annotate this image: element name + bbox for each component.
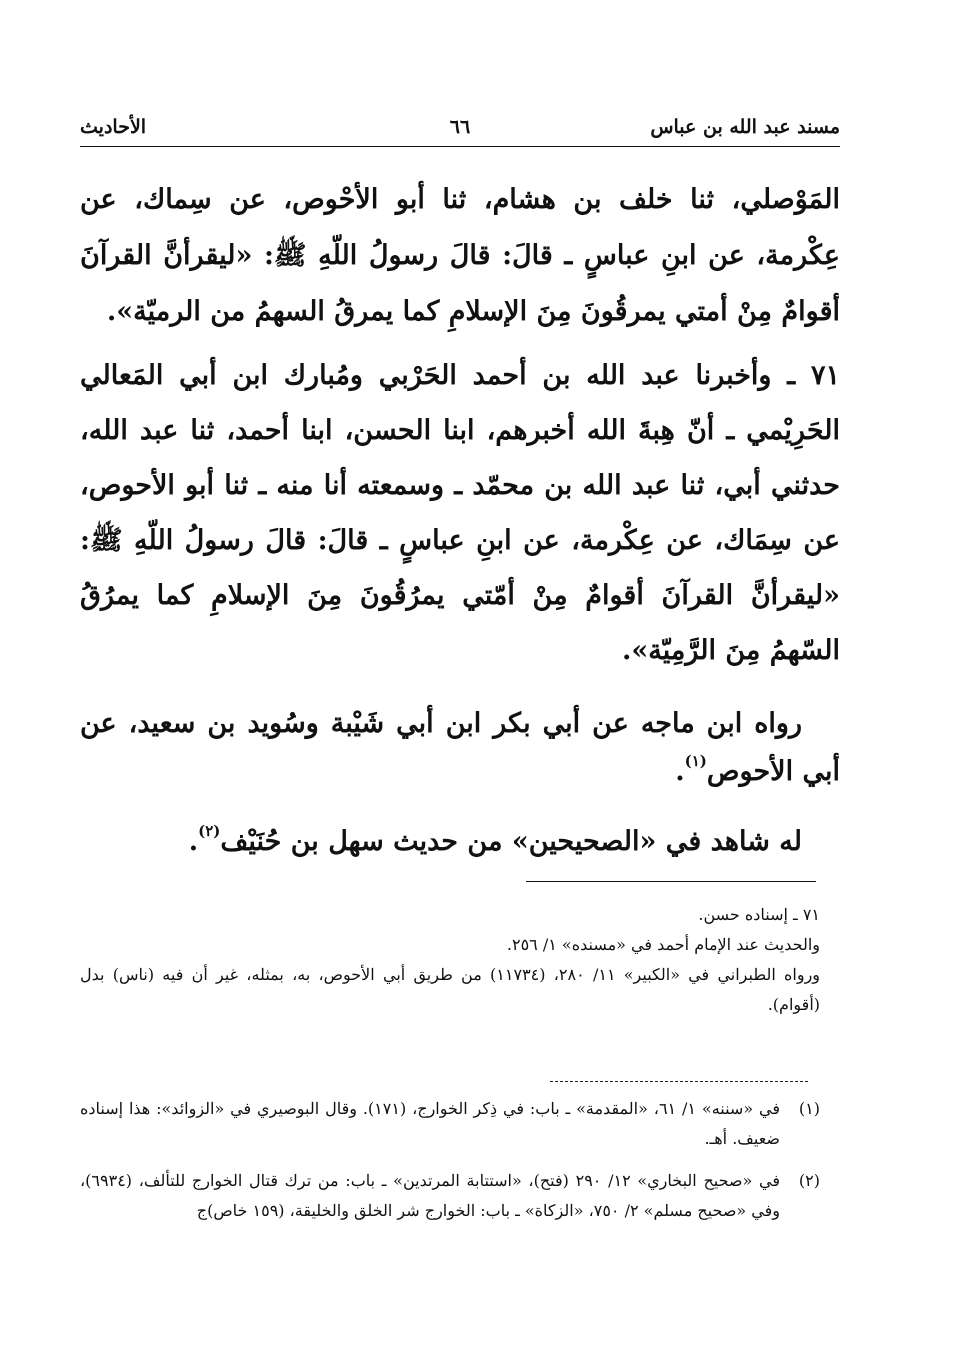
page-number: ٦٦ — [449, 116, 471, 138]
footnote-2-text: في «صحيح البخاري» ١٢/ ٢٩٠ (فتح)، «استتابة المرتدين» ـ باب: من ترك قتال الخوارج للتألف، (٦٩٣٤)، وفي «صحيح مسلم» ٢/ ٧٥٠، «الزكاة» ـ باب: الخوارج شر الخلق والخليقة، (١٥٩ خاص)ج — [80, 1171, 780, 1220]
footnote-2 — [80, 1166, 820, 1226]
witness-text: له شاهد في «الصحيحين» من حديث سهل بن حُنَيْف — [220, 826, 802, 857]
footnote-ref-1: (١) — [684, 752, 707, 770]
main-text — [80, 172, 840, 866]
takhrij-end: . — [675, 756, 685, 787]
hadith-notes — [80, 900, 820, 1020]
witness-paragraph — [80, 818, 840, 866]
footnote-1-number: (١) — [798, 1099, 820, 1118]
header-rule — [80, 146, 840, 147]
note-line-2: والحديث عند الإمام أحمد في «مسنده» ١/ ٢٥٦. — [506, 935, 820, 954]
takhrij-text: رواه ابن ماجه عن أبي بكر ابن أبي شَيْبة وسُويد بن سعيد، عن أبي الأحوص — [80, 708, 840, 787]
hadith-paragraph-1: المَوْصلي، ثنا خلف بن هشام، ثنا أبو الأحْوص، عن سِماك، عن عِكْرمة، عن ابنِ عباسٍ ـ قالَ: قالَ رسولُ اللّهِ ﷺ: «ليقرأنَّ القرآنَ أقوامٌ مِنْ أمتي يمرقُونَ مِنَ الإسلامِ كما يمرقُ السهمُ من الرميّة». — [80, 184, 840, 327]
hadith-paragraph-71: ٧١ ـ وأخبرنا عبد الله بن أحمد الحَرْبي ومُبارك ابن أبي المَعالي الحَرِيْمي ـ أنّ هِبةَ الله أخبرهم، ابنا الحسن، ابنا أحمد، ثنا عبد الله، حدثني أبي، ثنا عبد الله بن محمّد ـ وسمعته أنا منه ـ ثنا أبو الأحوص، عن سِمَاك، عن عِكْرمة، عن ابنِ عباسٍ ـ قالَ: قالَ رسولُ اللّهِ ﷺ: «ليقرأنَّ القرآنَ أقوامٌ مِنْ أمّتي يمرُقُونَ مِنَ الإسلامِ كما يمرُقُ السّهمُ مِنَ الرَّمِيّة». — [80, 360, 840, 666]
takhrij-paragraph — [80, 700, 840, 796]
footnote-ref-2: (٢) — [198, 822, 221, 840]
witness-end: . — [188, 826, 199, 857]
note-line-3: ورواه الطبراني في «الكبير» ١١/ ٢٨٠، (١١٧٣٤) من طريق أبي الأحوص، به، بمثله، غير أن فيه (ناس) بدل (أقوام). — [80, 965, 821, 1014]
running-header — [80, 112, 840, 142]
footnotes-separator — [550, 1081, 808, 1082]
footnote-1-text: في «سننه» ١/ ٦١، «المقدمة» ـ باب: في ذِكر الخوارج، (١٧١). وقال البوصيري في «الزوائد»: هذا إسناده ضعيف. أهـ. — [80, 1099, 780, 1148]
footnote-1 — [80, 1094, 820, 1154]
header-section-title: الأحاديث — [80, 116, 147, 138]
notes-separator — [526, 881, 816, 882]
header-book-title: مسند عبد الله بن عباس — [650, 116, 840, 138]
note-line-1: ٧١ ـ إسناده حسن. — [698, 905, 820, 924]
footnote-2-number: (٢) — [798, 1171, 820, 1190]
footnotes — [80, 1094, 820, 1238]
